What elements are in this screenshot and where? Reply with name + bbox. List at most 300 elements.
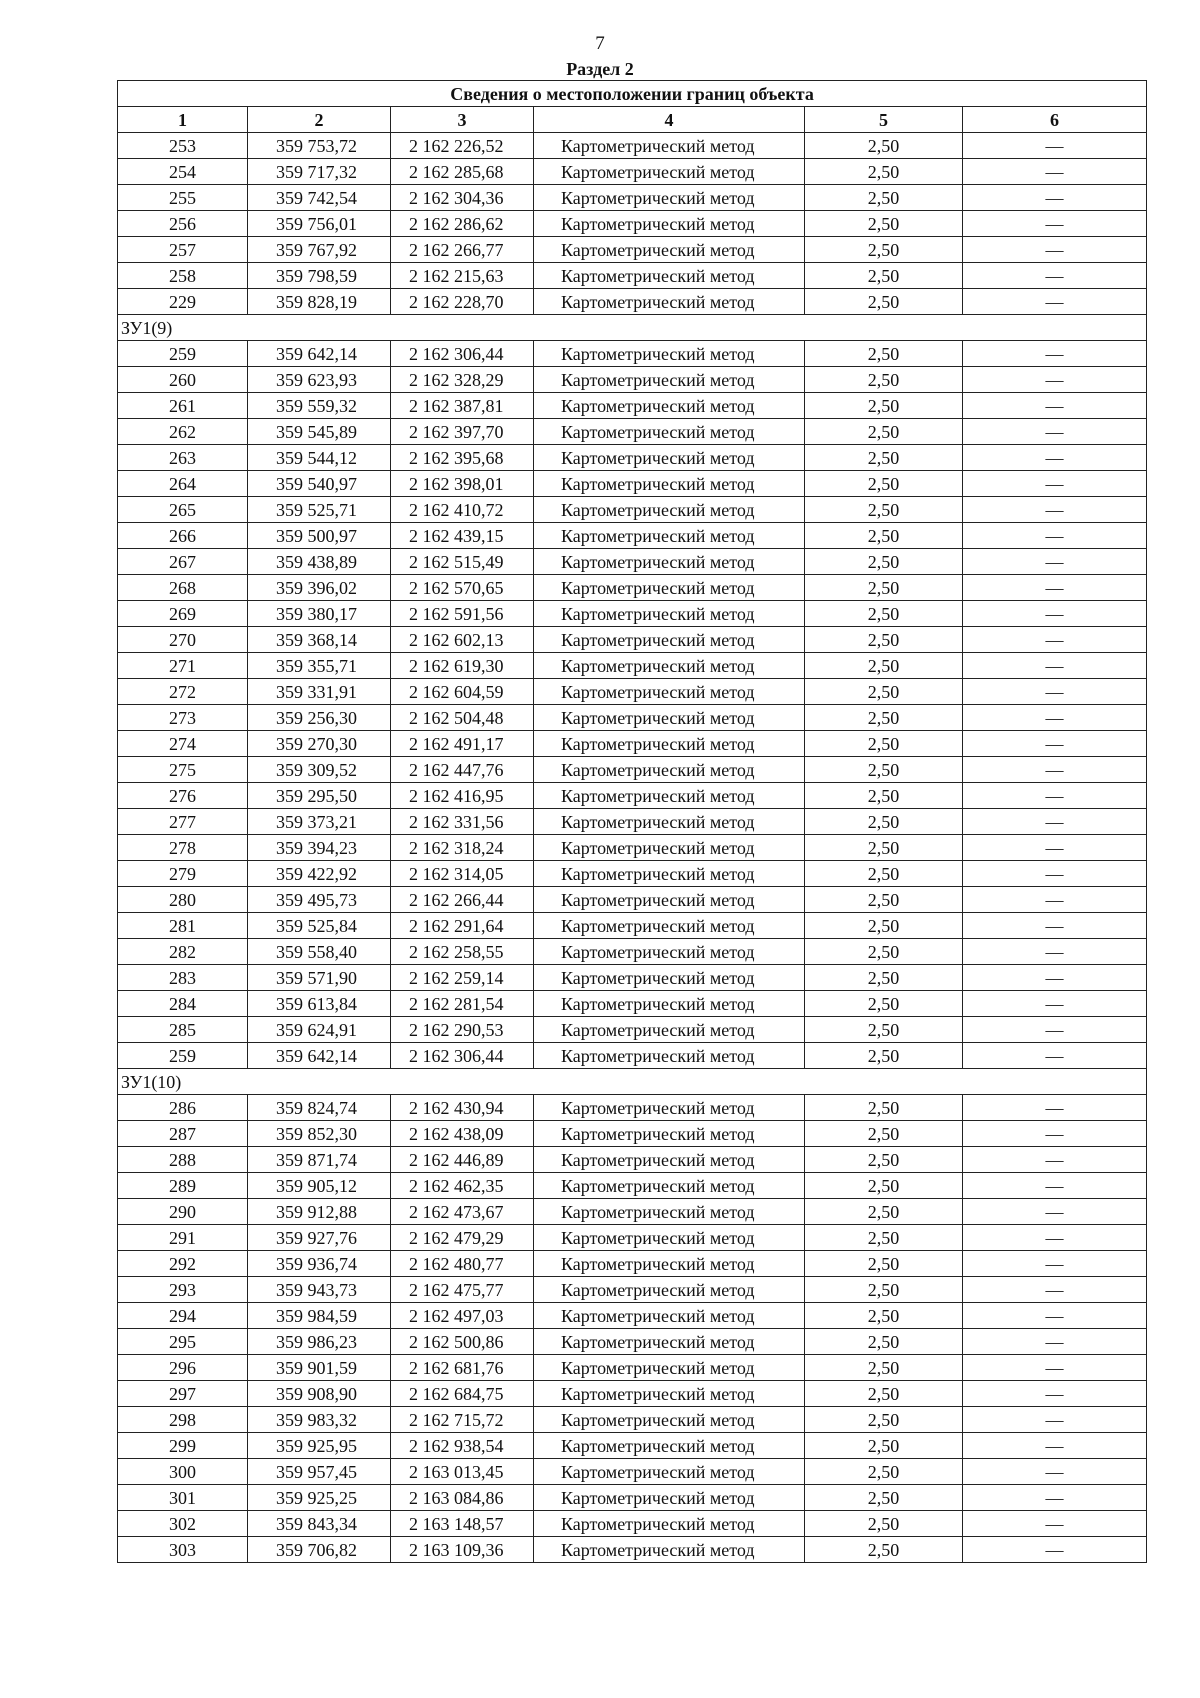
group-label: ЗУ1(9)	[118, 315, 1147, 341]
table-row	[118, 1199, 1147, 1225]
table-row	[118, 913, 1147, 939]
coordinate-x-cell: 359 394,23	[248, 835, 391, 861]
method-cell: Картометрический метод	[534, 783, 805, 809]
error-cell: 2,50	[805, 887, 963, 913]
note-cell: —	[963, 575, 1147, 601]
method-cell: Картометрический метод	[534, 1017, 805, 1043]
error-cell: 2,50	[805, 627, 963, 653]
table-row	[118, 757, 1147, 783]
coordinate-x-cell: 359 706,82	[248, 1537, 391, 1563]
point-number-cell: 261	[118, 393, 248, 419]
coordinate-y-cell: 2 162 290,53	[391, 1017, 534, 1043]
coordinate-x-cell: 359 368,14	[248, 627, 391, 653]
coordinate-x-cell: 359 380,17	[248, 601, 391, 627]
coordinate-y-cell: 2 162 416,95	[391, 783, 534, 809]
table-row	[118, 133, 1147, 159]
coordinate-y-cell: 2 162 684,75	[391, 1381, 534, 1407]
point-number-cell: 257	[118, 237, 248, 263]
point-number-cell: 296	[118, 1355, 248, 1381]
error-cell: 2,50	[805, 679, 963, 705]
coordinate-x-cell: 359 871,74	[248, 1147, 391, 1173]
column-number-row	[118, 107, 1147, 133]
method-cell: Картометрический метод	[534, 1355, 805, 1381]
coordinate-y-cell: 2 162 938,54	[391, 1433, 534, 1459]
method-cell: Картометрический метод	[534, 1095, 805, 1121]
point-number-cell: 259	[118, 1043, 248, 1069]
coordinate-y-cell: 2 163 109,36	[391, 1537, 534, 1563]
note-cell: —	[963, 367, 1147, 393]
point-number-cell: 303	[118, 1537, 248, 1563]
table-row	[118, 835, 1147, 861]
table-row	[118, 1381, 1147, 1407]
table-body	[118, 133, 1147, 1563]
table-row	[118, 1095, 1147, 1121]
table-row	[118, 1459, 1147, 1485]
note-cell: —	[963, 1381, 1147, 1407]
method-cell: Картометрический метод	[534, 549, 805, 575]
method-cell: Картометрический метод	[534, 731, 805, 757]
method-cell: Картометрический метод	[534, 679, 805, 705]
error-cell: 2,50	[805, 835, 963, 861]
error-cell: 2,50	[805, 1355, 963, 1381]
method-cell: Картометрический метод	[534, 705, 805, 731]
table-row	[118, 1251, 1147, 1277]
table-row	[118, 237, 1147, 263]
coordinate-x-cell: 359 558,40	[248, 939, 391, 965]
note-cell: —	[963, 341, 1147, 367]
coordinate-y-cell: 2 162 570,65	[391, 575, 534, 601]
coordinate-y-cell: 2 162 328,29	[391, 367, 534, 393]
coordinate-x-cell: 359 756,01	[248, 211, 391, 237]
column-number-6: 6	[963, 107, 1147, 133]
column-number-3: 3	[391, 107, 534, 133]
error-cell: 2,50	[805, 1225, 963, 1251]
method-cell: Картометрический метод	[534, 1407, 805, 1433]
coordinate-x-cell: 359 373,21	[248, 809, 391, 835]
coordinate-y-cell: 2 162 259,14	[391, 965, 534, 991]
error-cell: 2,50	[805, 133, 963, 159]
method-cell: Картометрический метод	[534, 367, 805, 393]
point-number-cell: 271	[118, 653, 248, 679]
method-cell: Картометрический метод	[534, 965, 805, 991]
coordinate-y-cell: 2 162 438,09	[391, 1121, 534, 1147]
note-cell: —	[963, 705, 1147, 731]
error-cell: 2,50	[805, 1017, 963, 1043]
error-cell: 2,50	[805, 809, 963, 835]
coordinate-y-cell: 2 162 398,01	[391, 471, 534, 497]
method-cell: Картометрический метод	[534, 627, 805, 653]
note-cell: —	[963, 679, 1147, 705]
point-number-cell: 290	[118, 1199, 248, 1225]
table-row	[118, 965, 1147, 991]
point-number-cell: 286	[118, 1095, 248, 1121]
method-cell: Картометрический метод	[534, 185, 805, 211]
column-number-5: 5	[805, 107, 963, 133]
group-row	[118, 315, 1147, 341]
note-cell: —	[963, 965, 1147, 991]
method-cell: Картометрический метод	[534, 263, 805, 289]
coordinate-y-cell: 2 162 397,70	[391, 419, 534, 445]
coordinate-y-cell: 2 162 446,89	[391, 1147, 534, 1173]
coordinate-x-cell: 359 309,52	[248, 757, 391, 783]
point-number-cell: 276	[118, 783, 248, 809]
coordinate-y-cell: 2 162 304,36	[391, 185, 534, 211]
point-number-cell: 283	[118, 965, 248, 991]
note-cell: —	[963, 1511, 1147, 1537]
note-cell: —	[963, 601, 1147, 627]
note-cell: —	[963, 1485, 1147, 1511]
coordinate-y-cell: 2 162 306,44	[391, 1043, 534, 1069]
table-row	[118, 211, 1147, 237]
table-row	[118, 1043, 1147, 1069]
note-cell: —	[963, 1199, 1147, 1225]
method-cell: Картометрический метод	[534, 1511, 805, 1537]
error-cell: 2,50	[805, 497, 963, 523]
method-cell: Картометрический метод	[534, 1043, 805, 1069]
table-row	[118, 497, 1147, 523]
coordinate-x-cell: 359 828,19	[248, 289, 391, 315]
coordinate-y-cell: 2 162 604,59	[391, 679, 534, 705]
error-cell: 2,50	[805, 1173, 963, 1199]
table-row	[118, 991, 1147, 1017]
coordinate-x-cell: 359 927,76	[248, 1225, 391, 1251]
coordinate-y-cell: 2 163 084,86	[391, 1485, 534, 1511]
point-number-cell: 288	[118, 1147, 248, 1173]
note-cell: —	[963, 133, 1147, 159]
coordinate-x-cell: 359 925,95	[248, 1433, 391, 1459]
coordinate-x-cell: 359 908,90	[248, 1381, 391, 1407]
note-cell: —	[963, 1329, 1147, 1355]
coordinate-x-cell: 359 331,91	[248, 679, 391, 705]
error-cell: 2,50	[805, 237, 963, 263]
table-row	[118, 1147, 1147, 1173]
note-cell: —	[963, 939, 1147, 965]
coordinate-x-cell: 359 613,84	[248, 991, 391, 1017]
coordinate-x-cell: 359 986,23	[248, 1329, 391, 1355]
column-number-4: 4	[534, 107, 805, 133]
coordinate-x-cell: 359 540,97	[248, 471, 391, 497]
point-number-cell: 279	[118, 861, 248, 887]
coordinate-y-cell: 2 162 602,13	[391, 627, 534, 653]
method-cell: Картометрический метод	[534, 1121, 805, 1147]
method-cell: Картометрический метод	[534, 601, 805, 627]
coordinate-x-cell: 359 912,88	[248, 1199, 391, 1225]
note-cell: —	[963, 1121, 1147, 1147]
table-row	[118, 1485, 1147, 1511]
error-cell: 2,50	[805, 185, 963, 211]
method-cell: Картометрический метод	[534, 1433, 805, 1459]
point-number-cell: 259	[118, 341, 248, 367]
error-cell: 2,50	[805, 1277, 963, 1303]
note-cell: —	[963, 1537, 1147, 1563]
error-cell: 2,50	[805, 393, 963, 419]
boundary-coordinates-table	[117, 80, 1147, 1563]
method-cell: Картометрический метод	[534, 1459, 805, 1485]
point-number-cell: 269	[118, 601, 248, 627]
table-row	[118, 419, 1147, 445]
error-cell: 2,50	[805, 211, 963, 237]
coordinate-y-cell: 2 162 430,94	[391, 1095, 534, 1121]
note-cell: —	[963, 653, 1147, 679]
point-number-cell: 300	[118, 1459, 248, 1485]
method-cell: Картометрический метод	[534, 237, 805, 263]
note-cell: —	[963, 627, 1147, 653]
coordinate-y-cell: 2 162 439,15	[391, 523, 534, 549]
note-cell: —	[963, 159, 1147, 185]
error-cell: 2,50	[805, 1329, 963, 1355]
error-cell: 2,50	[805, 653, 963, 679]
point-number-cell: 294	[118, 1303, 248, 1329]
table-row	[118, 1173, 1147, 1199]
coordinate-x-cell: 359 500,97	[248, 523, 391, 549]
point-number-cell: 289	[118, 1173, 248, 1199]
method-cell: Картометрический метод	[534, 393, 805, 419]
error-cell: 2,50	[805, 549, 963, 575]
error-cell: 2,50	[805, 601, 963, 627]
point-number-cell: 277	[118, 809, 248, 835]
coordinate-y-cell: 2 162 591,56	[391, 601, 534, 627]
method-cell: Картометрический метод	[534, 289, 805, 315]
point-number-cell: 255	[118, 185, 248, 211]
coordinate-y-cell: 2 162 266,44	[391, 887, 534, 913]
error-cell: 2,50	[805, 783, 963, 809]
note-cell: —	[963, 211, 1147, 237]
coordinate-y-cell: 2 162 410,72	[391, 497, 534, 523]
method-cell: Картометрический метод	[534, 523, 805, 549]
table-row	[118, 627, 1147, 653]
coordinate-x-cell: 359 495,73	[248, 887, 391, 913]
column-number-1: 1	[118, 107, 248, 133]
point-number-cell: 264	[118, 471, 248, 497]
point-number-cell: 282	[118, 939, 248, 965]
coordinate-y-cell: 2 162 619,30	[391, 653, 534, 679]
method-cell: Картометрический метод	[534, 575, 805, 601]
coordinate-y-cell: 2 162 462,35	[391, 1173, 534, 1199]
error-cell: 2,50	[805, 159, 963, 185]
table-row	[118, 471, 1147, 497]
method-cell: Картометрический метод	[534, 1485, 805, 1511]
method-cell: Картометрический метод	[534, 861, 805, 887]
coordinate-x-cell: 359 422,92	[248, 861, 391, 887]
coordinate-y-cell: 2 162 318,24	[391, 835, 534, 861]
coordinate-x-cell: 359 438,89	[248, 549, 391, 575]
note-cell: —	[963, 523, 1147, 549]
coordinate-x-cell: 359 270,30	[248, 731, 391, 757]
coordinate-y-cell: 2 162 291,64	[391, 913, 534, 939]
table-row	[118, 679, 1147, 705]
point-number-cell: 284	[118, 991, 248, 1017]
coordinate-x-cell: 359 545,89	[248, 419, 391, 445]
coordinate-x-cell: 359 852,30	[248, 1121, 391, 1147]
coordinate-x-cell: 359 925,25	[248, 1485, 391, 1511]
coordinate-x-cell: 359 943,73	[248, 1277, 391, 1303]
method-cell: Картометрический метод	[534, 1147, 805, 1173]
coordinate-y-cell: 2 162 491,17	[391, 731, 534, 757]
error-cell: 2,50	[805, 341, 963, 367]
note-cell: —	[963, 887, 1147, 913]
note-cell: —	[963, 809, 1147, 835]
table-row	[118, 1303, 1147, 1329]
error-cell: 2,50	[805, 1303, 963, 1329]
table-row	[118, 1329, 1147, 1355]
coordinate-y-cell: 2 162 314,05	[391, 861, 534, 887]
point-number-cell: 268	[118, 575, 248, 601]
table-row	[118, 341, 1147, 367]
coordinate-y-cell: 2 162 504,48	[391, 705, 534, 731]
note-cell: —	[963, 1407, 1147, 1433]
coordinate-y-cell: 2 162 306,44	[391, 341, 534, 367]
point-number-cell: 260	[118, 367, 248, 393]
table-row	[118, 1511, 1147, 1537]
point-number-cell: 265	[118, 497, 248, 523]
note-cell: —	[963, 1459, 1147, 1485]
method-cell: Картометрический метод	[534, 887, 805, 913]
note-cell: —	[963, 913, 1147, 939]
note-cell: —	[963, 185, 1147, 211]
error-cell: 2,50	[805, 1121, 963, 1147]
method-cell: Картометрический метод	[534, 211, 805, 237]
error-cell: 2,50	[805, 367, 963, 393]
method-cell: Картометрический метод	[534, 939, 805, 965]
note-cell: —	[963, 1147, 1147, 1173]
note-cell: —	[963, 731, 1147, 757]
note-cell: —	[963, 263, 1147, 289]
coordinate-x-cell: 359 256,30	[248, 705, 391, 731]
error-cell: 2,50	[805, 1095, 963, 1121]
method-cell: Картометрический метод	[534, 1225, 805, 1251]
point-number-cell: 262	[118, 419, 248, 445]
method-cell: Картометрический метод	[534, 757, 805, 783]
table-title: Сведения о местоположении границ объекта	[118, 81, 1147, 107]
coordinate-x-cell: 359 984,59	[248, 1303, 391, 1329]
table-row	[118, 549, 1147, 575]
note-cell: —	[963, 1277, 1147, 1303]
note-cell: —	[963, 1251, 1147, 1277]
error-cell: 2,50	[805, 705, 963, 731]
coordinate-y-cell: 2 163 013,45	[391, 1459, 534, 1485]
point-number-cell: 267	[118, 549, 248, 575]
point-number-cell: 298	[118, 1407, 248, 1433]
note-cell: —	[963, 835, 1147, 861]
error-cell: 2,50	[805, 1485, 963, 1511]
error-cell: 2,50	[805, 1511, 963, 1537]
coordinate-y-cell: 2 162 258,55	[391, 939, 534, 965]
note-cell: —	[963, 471, 1147, 497]
point-number-cell: 280	[118, 887, 248, 913]
coordinate-x-cell: 359 642,14	[248, 341, 391, 367]
note-cell: —	[963, 1225, 1147, 1251]
coordinate-y-cell: 2 162 479,29	[391, 1225, 534, 1251]
point-number-cell: 278	[118, 835, 248, 861]
point-number-cell: 291	[118, 1225, 248, 1251]
note-cell: —	[963, 1303, 1147, 1329]
error-cell: 2,50	[805, 419, 963, 445]
point-number-cell: 287	[118, 1121, 248, 1147]
table-row	[118, 939, 1147, 965]
coordinate-y-cell: 2 162 681,76	[391, 1355, 534, 1381]
coordinate-x-cell: 359 355,71	[248, 653, 391, 679]
coordinate-x-cell: 359 544,12	[248, 445, 391, 471]
note-cell: —	[963, 289, 1147, 315]
error-cell: 2,50	[805, 1251, 963, 1277]
table-row	[118, 861, 1147, 887]
coordinate-y-cell: 2 162 500,86	[391, 1329, 534, 1355]
table-row	[118, 601, 1147, 627]
note-cell: —	[963, 1043, 1147, 1069]
error-cell: 2,50	[805, 991, 963, 1017]
method-cell: Картометрический метод	[534, 1173, 805, 1199]
table-row	[118, 1433, 1147, 1459]
table-row	[118, 445, 1147, 471]
point-number-cell: 302	[118, 1511, 248, 1537]
error-cell: 2,50	[805, 913, 963, 939]
table-row	[118, 575, 1147, 601]
note-cell: —	[963, 1095, 1147, 1121]
note-cell: —	[963, 1355, 1147, 1381]
coordinate-y-cell: 2 162 226,52	[391, 133, 534, 159]
coordinate-y-cell: 2 162 228,70	[391, 289, 534, 315]
coordinate-y-cell: 2 162 285,68	[391, 159, 534, 185]
method-cell: Картометрический метод	[534, 445, 805, 471]
error-cell: 2,50	[805, 1407, 963, 1433]
point-number-cell: 258	[118, 263, 248, 289]
coordinate-x-cell: 359 559,32	[248, 393, 391, 419]
coordinate-y-cell: 2 162 473,67	[391, 1199, 534, 1225]
coordinate-x-cell: 359 742,54	[248, 185, 391, 211]
column-number-2: 2	[248, 107, 391, 133]
note-cell: —	[963, 1173, 1147, 1199]
error-cell: 2,50	[805, 523, 963, 549]
coordinate-y-cell: 2 162 475,77	[391, 1277, 534, 1303]
coordinate-y-cell: 2 162 515,49	[391, 549, 534, 575]
point-number-cell: 254	[118, 159, 248, 185]
coordinate-y-cell: 2 162 266,77	[391, 237, 534, 263]
note-cell: —	[963, 393, 1147, 419]
table-row	[118, 263, 1147, 289]
point-number-cell: 299	[118, 1433, 248, 1459]
table-row	[118, 783, 1147, 809]
coordinate-y-cell: 2 162 387,81	[391, 393, 534, 419]
point-number-cell: 292	[118, 1251, 248, 1277]
note-cell: —	[963, 497, 1147, 523]
table-row	[118, 705, 1147, 731]
coordinate-x-cell: 359 295,50	[248, 783, 391, 809]
error-cell: 2,50	[805, 939, 963, 965]
method-cell: Картометрический метод	[534, 1251, 805, 1277]
coordinate-x-cell: 359 396,02	[248, 575, 391, 601]
method-cell: Картометрический метод	[534, 471, 805, 497]
error-cell: 2,50	[805, 1459, 963, 1485]
point-number-cell: 263	[118, 445, 248, 471]
error-cell: 2,50	[805, 757, 963, 783]
point-number-cell: 293	[118, 1277, 248, 1303]
table-title-row	[118, 81, 1147, 107]
table-row	[118, 523, 1147, 549]
coordinate-y-cell: 2 162 215,63	[391, 263, 534, 289]
coordinate-y-cell: 2 162 286,62	[391, 211, 534, 237]
coordinate-x-cell: 359 717,32	[248, 159, 391, 185]
point-number-cell: 281	[118, 913, 248, 939]
method-cell: Картометрический метод	[534, 809, 805, 835]
coordinate-x-cell: 359 642,14	[248, 1043, 391, 1069]
table-row	[118, 887, 1147, 913]
table-row	[118, 1225, 1147, 1251]
group-label: ЗУ1(10)	[118, 1069, 1147, 1095]
coordinate-y-cell: 2 162 497,03	[391, 1303, 534, 1329]
coordinate-y-cell: 2 162 281,54	[391, 991, 534, 1017]
coordinate-x-cell: 359 798,59	[248, 263, 391, 289]
coordinate-x-cell: 359 957,45	[248, 1459, 391, 1485]
